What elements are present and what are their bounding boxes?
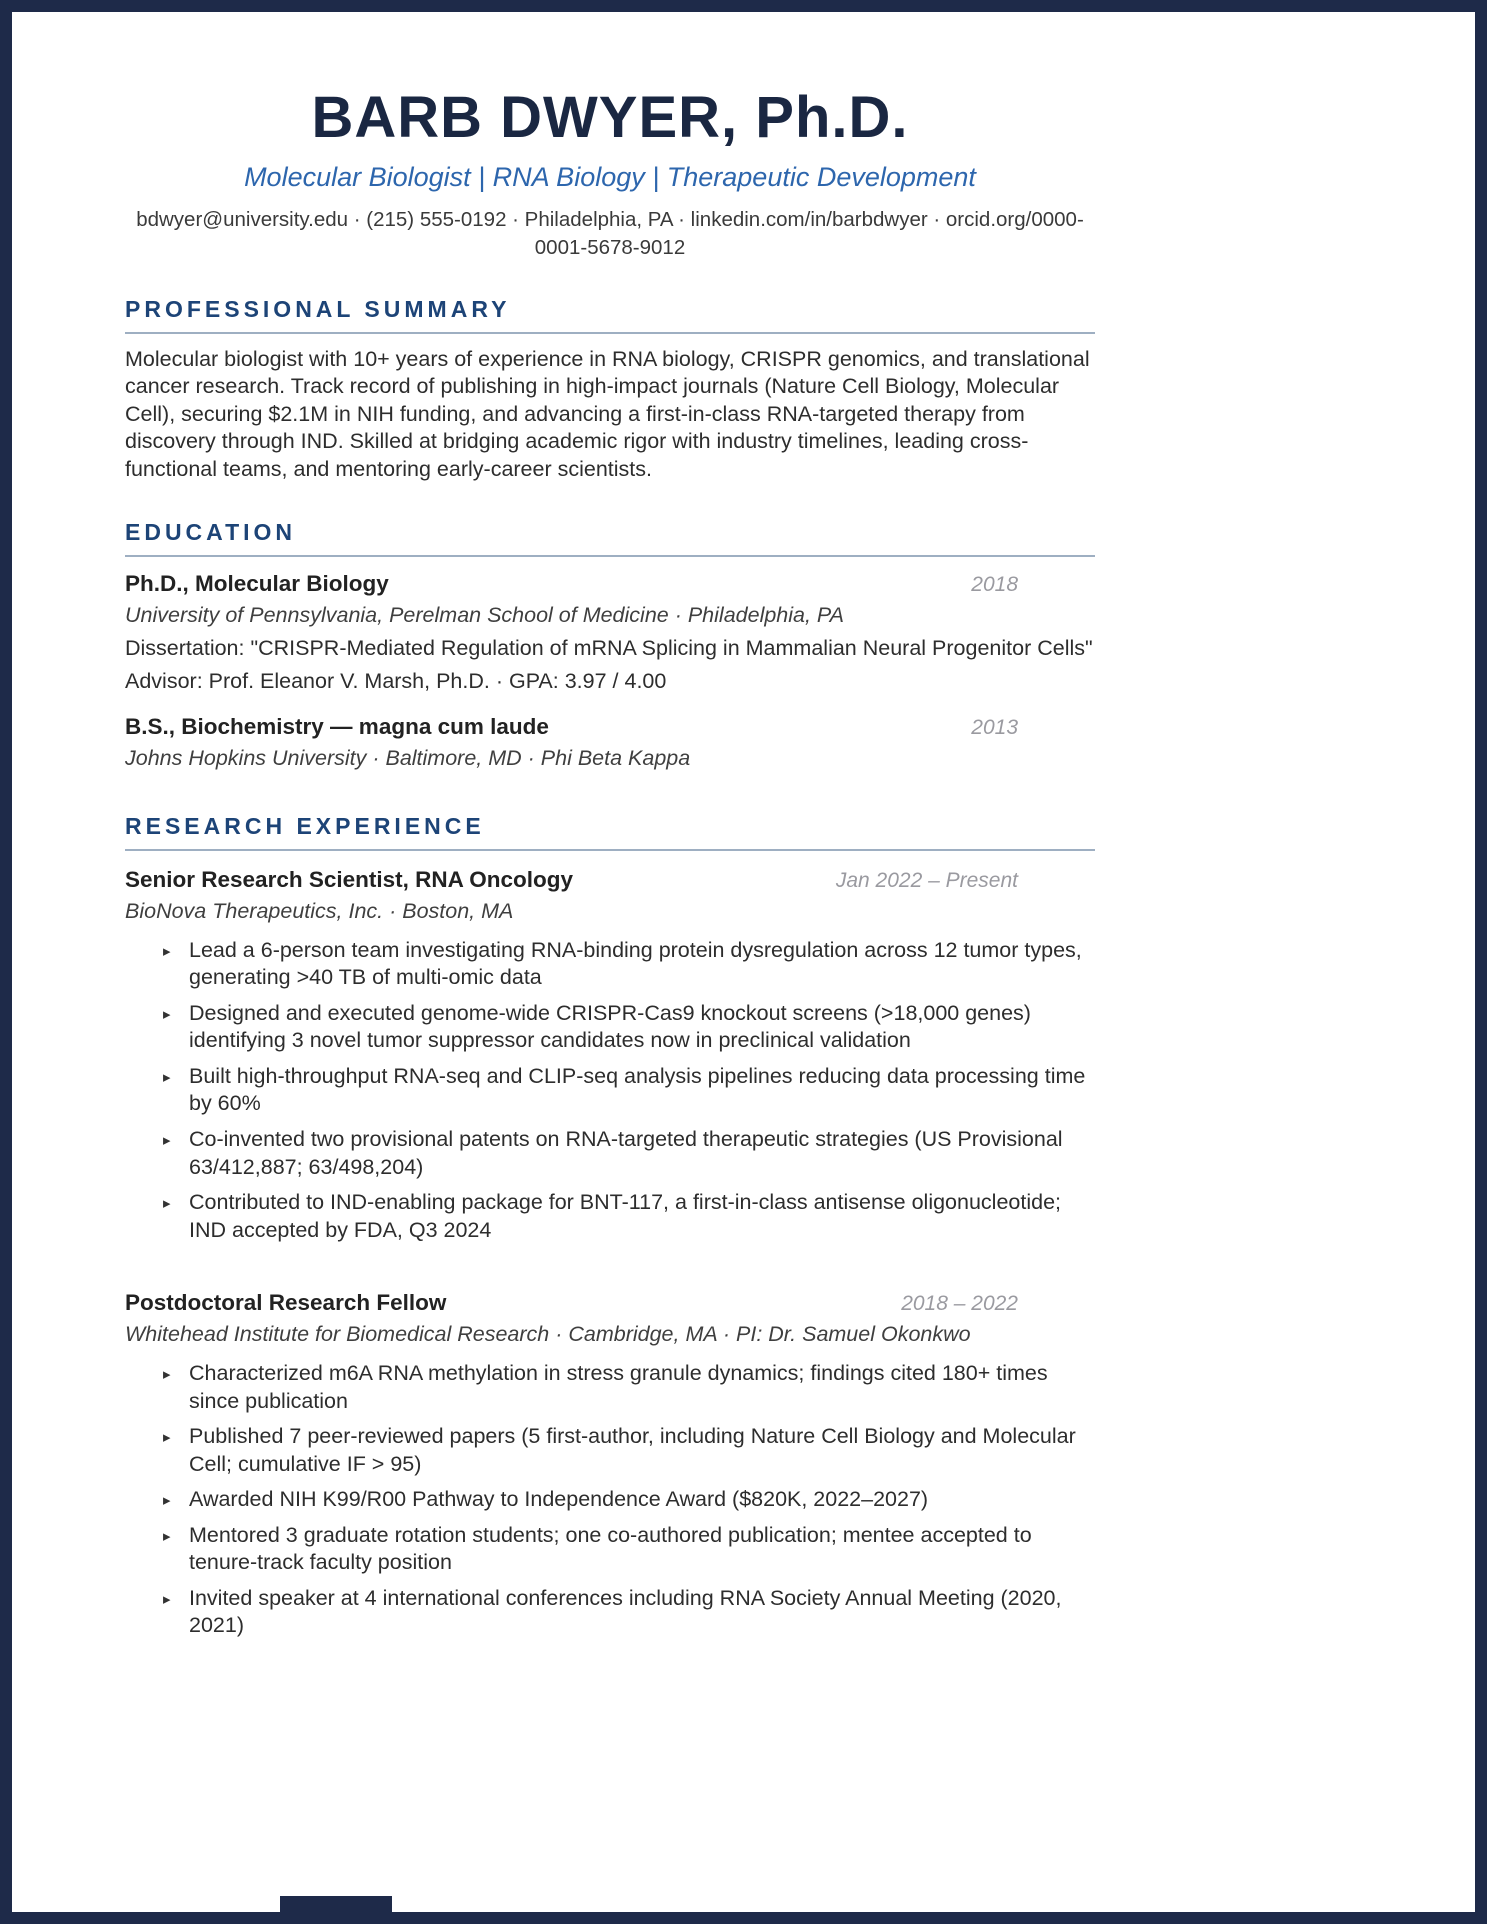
bullet-item bbox=[163, 1423, 1095, 1478]
job-entry-postdoc bbox=[125, 1290, 1095, 1640]
advisor-gpa-line: Advisor: Prof. Eleanor V. Marsh, Ph.D. · GPA: 3.97 / 4.00 bbox=[125, 669, 667, 694]
person-name: BARB DWYER, Ph.D. bbox=[311, 85, 909, 150]
bullet-item bbox=[163, 1585, 1095, 1640]
job-entry-header bbox=[125, 867, 1095, 893]
section-research-experience bbox=[125, 813, 1095, 1640]
bullet-text: Characterized m6A RNA methylation in stress granule dynamics; findings cited 180+ times since publication bbox=[189, 1360, 1048, 1413]
job-dates: 2018 – 2022 bbox=[901, 1292, 1018, 1316]
bullet-item bbox=[163, 1063, 1095, 1118]
person-headline: Molecular Biologist | RNA Biology | Therapeutic Development bbox=[244, 161, 976, 192]
bullet-icon bbox=[163, 1000, 189, 1055]
bullet-icon bbox=[163, 1189, 189, 1244]
bullet-icon bbox=[163, 937, 189, 992]
summary-section-heading: PROFESSIONAL SUMMARY bbox=[125, 296, 1095, 334]
institution-line: Johns Hopkins University · Baltimore, MD · Phi Beta Kappa bbox=[125, 746, 691, 771]
job-organization: Whitehead Institute for Biomedical Research · Cambridge, MA · PI: Dr. Samuel Okonkwo bbox=[125, 1322, 971, 1347]
section-professional-summary bbox=[125, 296, 1095, 484]
bullet-icon bbox=[163, 1126, 189, 1181]
bullet-text: Co-invented two provisional patents on RNA-targeted therapeutic strategies (US Provisional 63/412,887; 63/498,204) bbox=[189, 1126, 1063, 1179]
job-title: Senior Research Scientist, RNA Oncology bbox=[125, 866, 574, 892]
job-bullets bbox=[125, 1360, 1095, 1640]
bullet-item bbox=[163, 937, 1095, 992]
contact-info: bdwyer@university.edu · (215) 555-0192 · Philadelphia, PA · linkedin.com/in/barbdwyer · orcid.org/0000-0001-5678-9012 bbox=[136, 208, 1084, 259]
bullet-item bbox=[163, 1360, 1095, 1415]
bullet-item bbox=[163, 1000, 1095, 1055]
job-entry-senior-scientist bbox=[125, 867, 1095, 1244]
bullet-text: Awarded NIH K99/R00 Pathway to Independence Award ($820K, 2022–2027) bbox=[189, 1487, 929, 1512]
bullet-text: Lead a 6-person team investigating RNA-binding protein dysregulation across 12 tumor types, generating >40 TB of multi-omic data bbox=[189, 937, 1082, 990]
next-section-partial-artifact bbox=[280, 1896, 392, 1912]
bullet-icon bbox=[163, 1486, 189, 1514]
bullet-item bbox=[163, 1126, 1095, 1181]
resume-content bbox=[125, 12, 1095, 1640]
resume-header bbox=[125, 85, 1095, 262]
job-organization: BioNova Therapeutics, Inc. · Boston, MA bbox=[125, 898, 514, 923]
bullet-icon bbox=[163, 1360, 189, 1415]
bullet-icon bbox=[163, 1423, 189, 1478]
education-entry-header bbox=[125, 571, 1095, 597]
education-entries bbox=[125, 571, 1095, 773]
experience-entries bbox=[125, 867, 1095, 1640]
degree-title: Ph.D., Molecular Biology bbox=[125, 571, 389, 597]
bullet-text: Mentored 3 graduate rotation students; one co-authored publication; mentee accepted to tenure-track faculty position bbox=[189, 1522, 1032, 1575]
bullet-item bbox=[163, 1189, 1095, 1244]
job-title: Postdoctoral Research Fellow bbox=[125, 1290, 447, 1316]
bullet-item bbox=[163, 1486, 1095, 1514]
bullet-text: Built high-throughput RNA-seq and CLIP-seq analysis pipelines reducing data processing time by 60% bbox=[189, 1063, 1086, 1116]
experience-section-heading: RESEARCH EXPERIENCE bbox=[125, 813, 1095, 851]
job-entry-header bbox=[125, 1290, 1095, 1316]
education-entry-phd bbox=[125, 571, 1095, 696]
summary-text: Molecular biologist with 10+ years of experience in RNA biology, CRISPR genomics, and translational cancer research. Track record of publishing in high-impact journals (Nature Cell Biology, Molecular Cell), securing $2.1M in NIH funding, and advancing a first-in-class RNA-targeted therapy from discovery through IND. Skilled at bridging academic rigor with industry timelines, leading cross-functional teams, and mentoring early-career scientists. bbox=[125, 346, 1090, 481]
job-bullets bbox=[125, 937, 1095, 1244]
bullet-icon bbox=[163, 1522, 189, 1577]
institution-line: University of Pennsylvania, Perelman School of Medicine · Philadelphia, PA bbox=[125, 603, 845, 628]
degree-title: B.S., Biochemistry — magna cum laude bbox=[125, 714, 549, 740]
job-dates: Jan 2022 – Present bbox=[835, 868, 1018, 892]
education-section-heading: EDUCATION bbox=[125, 519, 1095, 557]
education-entry-bs bbox=[125, 714, 1095, 773]
bullet-icon bbox=[163, 1585, 189, 1640]
bullet-text: Invited speaker at 4 international conferences including RNA Society Annual Meeting (2020, 2021) bbox=[189, 1585, 1062, 1638]
education-entry-header bbox=[125, 714, 1095, 740]
bullet-text: Designed and executed genome-wide CRISPR-Cas9 knockout screens (>18,000 genes) identifying 3 novel tumor suppressor candidates now in preclinical validation bbox=[189, 1000, 1031, 1053]
section-education bbox=[125, 519, 1095, 773]
bullet-text: Contributed to IND-enabling package for BNT-117, a first-in-class antisense oligonucleotide; IND accepted by FDA, Q3 2024 bbox=[189, 1190, 1062, 1242]
dissertation-line: Dissertation: "CRISPR-Mediated Regulation of mRNA Splicing in Mammalian Neural Progenitor Cells" bbox=[125, 636, 1093, 661]
bullet-text: Published 7 peer-reviewed papers (5 first-author, including Nature Cell Biology and Molecular Cell; cumulative IF > 95) bbox=[189, 1424, 1076, 1476]
bullet-icon bbox=[163, 1063, 189, 1118]
degree-year: 2013 bbox=[971, 716, 1018, 740]
bullet-item bbox=[163, 1522, 1095, 1577]
degree-year: 2018 bbox=[971, 573, 1018, 597]
